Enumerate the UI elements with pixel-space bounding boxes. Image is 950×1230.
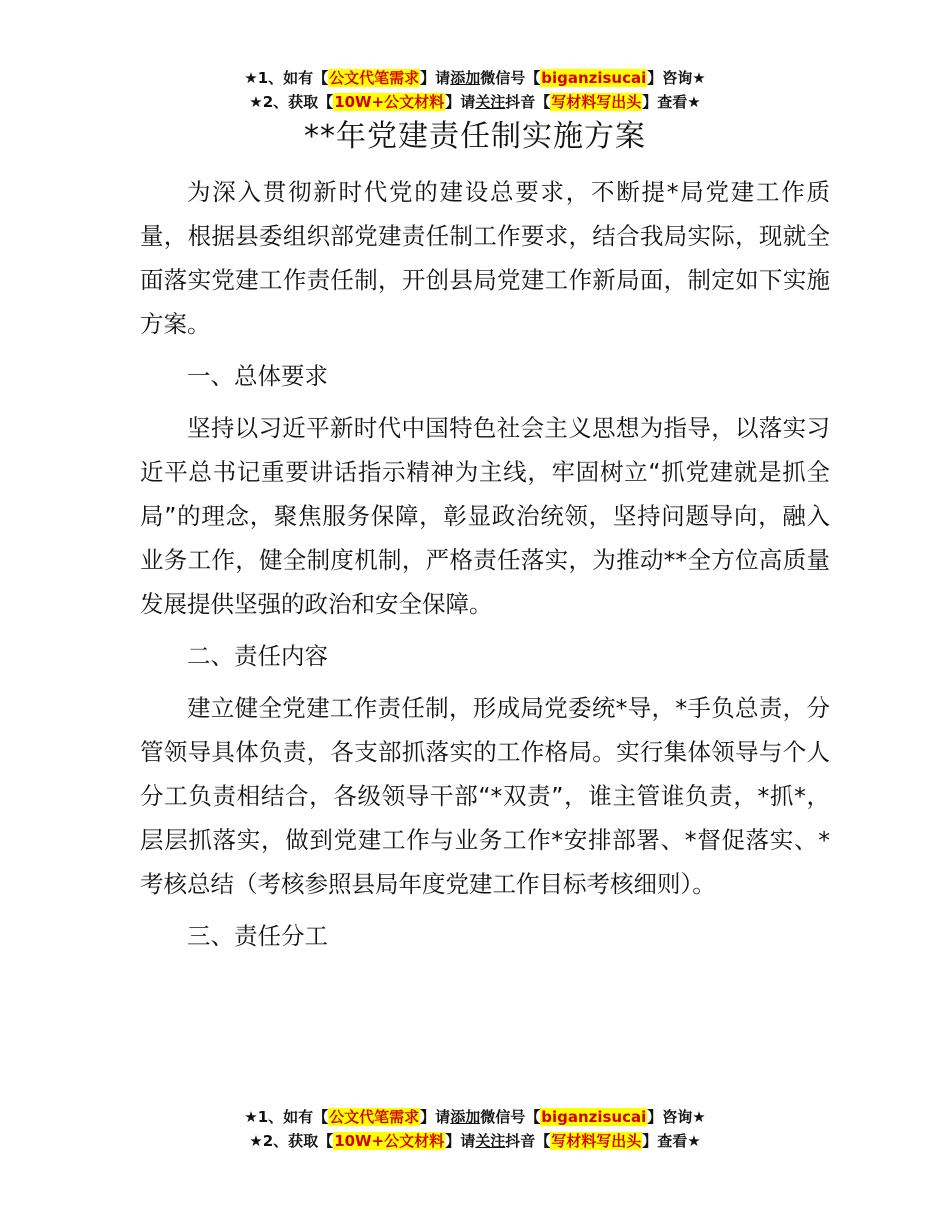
header-banner xyxy=(0,66,950,114)
banner-highlight: 公文代笔需求 xyxy=(329,1108,420,1126)
banner-highlight: 10W+公文材料 xyxy=(334,1132,445,1150)
banner-highlight: biganzisucai xyxy=(541,69,647,87)
banner-line-2: ★2、获取【10W+公文材料】请关注抖音【写材料写出头】查看★ xyxy=(249,1132,701,1150)
banner-line-1: ★1、如有【公文代笔需求】请添加微信号【biganzisucai】咨询★ xyxy=(244,69,706,87)
banner-highlight: 10W+公文材料 xyxy=(334,93,445,111)
paragraph-intro: 为深入贯彻新时代党的建设总要求，不断提*局党建工作质量，根据县委组织部党建责任制工作要求，结合我局实际，现就全面落实党建工作责任制，开创县局党建工作新局面，制定如下实施方案。 xyxy=(140,178,830,338)
paragraph-responsibility-content: 建立健全党建工作责任制，形成局党委统*导，*手负总责，分管领导具体负责，各支部抓落实的工作格局。实行集体领导与个人分工负责相结合，各级领导干部“*双责”，谁主管谁负责，*抓*，层层抓落实，做到党建工作与业务工作*安排部署、*督促落实、*考核总结（考核参照县局年度党建工作目标考核细则）。 xyxy=(140,694,830,898)
paragraph-general-requirements: 坚持以习近平新时代中国特色社会主义思想为指导，以落实习近平总书记重要讲话指示精神为主线，牢固树立“抓党建就是抓全局”的理念，聚焦服务保障，彰显政治统领，坚持问题导向，融入业务工作，健全制度机制，严格责任落实，为推动**全方位高质量发展提供坚强的政治和安全保障。 xyxy=(140,414,830,618)
section-heading-2: 二、责任内容 xyxy=(187,642,328,670)
section-heading-3: 三、责任分工 xyxy=(187,922,328,950)
banner-highlight: 写材料写出头 xyxy=(551,93,642,111)
footer-banner xyxy=(0,1105,950,1153)
banner-line-1: ★1、如有【公文代笔需求】请添加微信号【biganzisucai】咨询★ xyxy=(244,1108,706,1126)
page-title: **年党建责任制实施方案 xyxy=(304,119,646,154)
banner-highlight: 写材料写出头 xyxy=(551,1132,642,1150)
banner-line-2: ★2、获取【10W+公文材料】请关注抖音【写材料写出头】查看★ xyxy=(249,93,701,111)
section-heading-1: 一、总体要求 xyxy=(187,362,328,390)
banner-highlight: biganzisucai xyxy=(541,1108,647,1126)
document-body xyxy=(140,170,830,966)
banner-highlight: 公文代笔需求 xyxy=(329,69,420,87)
